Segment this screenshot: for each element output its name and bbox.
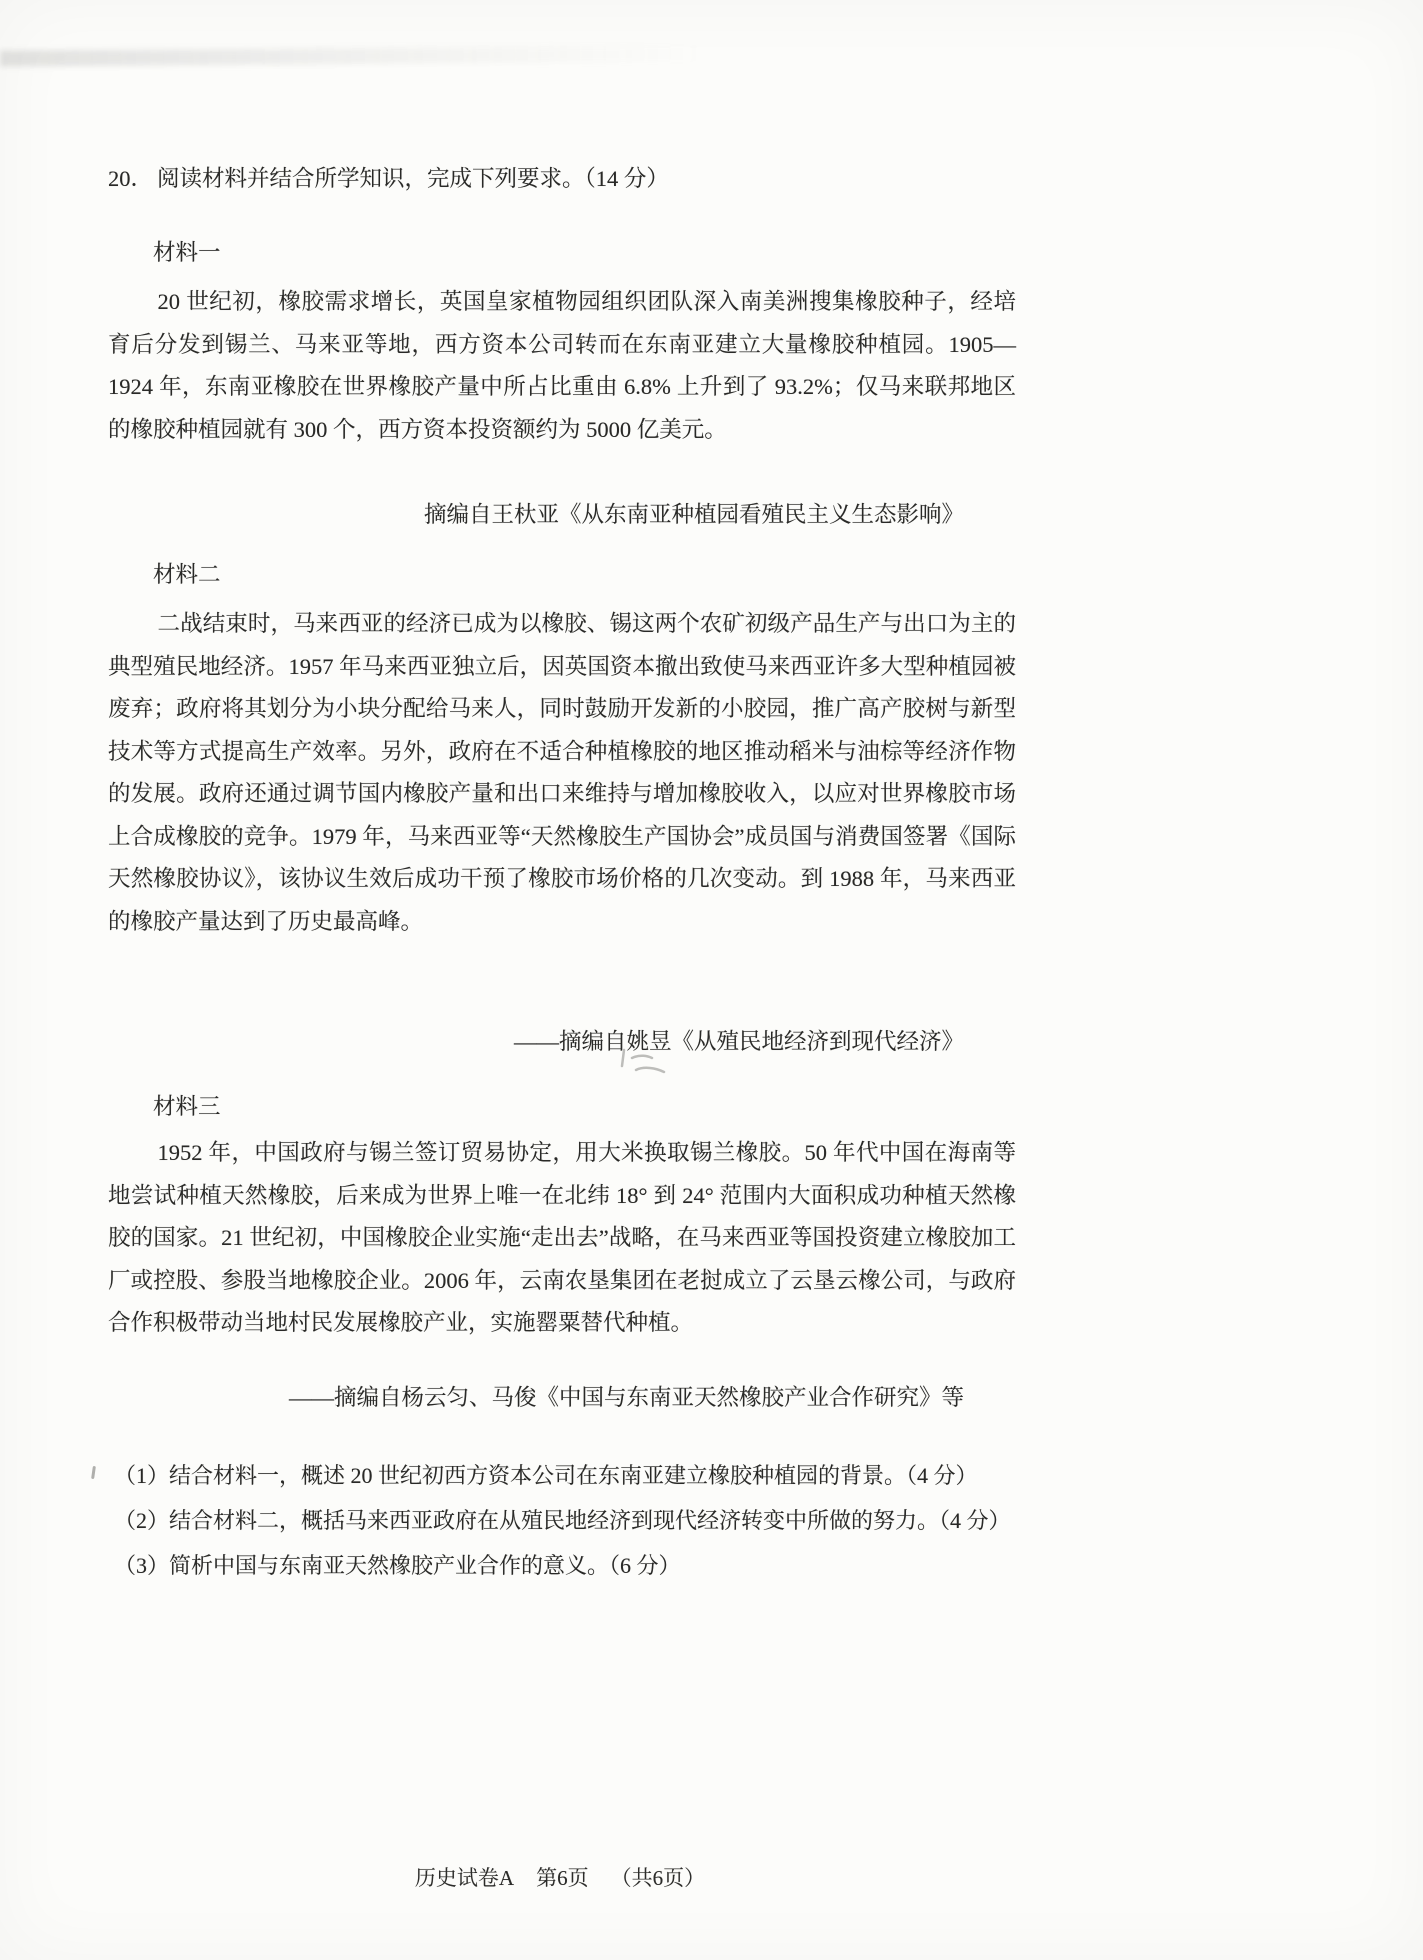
material-1-source: 摘编自王杕亚《从东南亚种植园看殖民主义生态影响》 — [423, 502, 964, 527]
material-2-text: 二战结束时，马来西亚的经济已成为以橡胶、锡这两个农矿初级产品生产与出口为主的典型殖民地经济。1957 年马来西亚独立后，因英国资本撤出致使马来西亚许多大型种植园被废弃；政府将其划分为小块分配给马来人，同时鼓励开发新的小胶园，推广高产胶树与新型技术等方式提高生产效率。另外，政府在不适合种植橡胶的地区推动稻米与油棕等经济作物的发展。政府还通过调节国内橡胶产量和出口来维持与增加橡胶收入，以应对世界橡胶市场上合成橡胶的竞争。1979 年，马来西亚等“天然橡胶生产国协会”成员国与消费国签署《国际天然橡胶协议》，该协议生效后成功干预了橡胶市场价格的几次变动。到 1988 年，马来西亚的橡胶产量达到了历史最高峰。 — [108, 611, 1016, 934]
material-3-source: ——摘编自杨云匀、马俊《中国与东南亚天然橡胶产业合作研究》等 — [288, 1384, 964, 1410]
footer-page-total: （共6页） — [610, 1866, 706, 1890]
material-2 — [108, 554, 1016, 1064]
footer-page-number: 第6页 — [536, 1866, 589, 1890]
question-stem: 阅读材料并结合所学知识，完成下列要求。（14 分） — [157, 166, 669, 191]
subquestion-1: （1）结合材料一，概述 20 世纪初西方资本公司在东南亚建立橡胶种植园的背景。（4 分） — [114, 1463, 978, 1488]
pencil-mark-artifact — [618, 1046, 678, 1082]
margin-tick-artifact — [91, 1466, 96, 1479]
material-3-text: 1952 年，中国政府与锡兰签订贸易协定，用大米换取锡兰橡胶。50 年代中国在海南等地尝试种植天然橡胶，后来成为世界上唯一在北纬 18° 到 24° 范围内大面积成功种植天然橡胶的国家。21 世纪初，中国橡胶企业实施“走出去”战略，在马来西亚等国投资建立橡胶加工厂或控股、参股当地橡胶企业。2006 年，云南农垦集团在老挝成立了云垦云橡公司，与政府合作积极带动当地村民发展橡胶产业，实施罂粟替代种植。 — [108, 1140, 1016, 1335]
material-2-source: ——摘编自姚昱《从殖民地经济到现代经济》 — [513, 1029, 964, 1054]
material-2-label: 材料二 — [153, 561, 221, 587]
scan-streak-artifact — [0, 45, 740, 66]
subquestion-3: （3）简析中国与东南亚天然橡胶产业合作的意义。（6 分） — [114, 1553, 681, 1578]
subquestion-2: （2）结合材料二，概括马来西亚政府在从殖民地经济到现代经济转变中所做的努力。（4 分） — [114, 1508, 1011, 1533]
material-1-label: 材料一 — [153, 239, 221, 265]
page-footer — [60, 1862, 1060, 1892]
question-number: 20． — [108, 166, 154, 191]
material-1 — [108, 232, 1016, 537]
material-3-label: 材料三 — [153, 1093, 221, 1119]
subquestions — [108, 1453, 1016, 1588]
material-1-text: 20 世纪初，橡胶需求增长，英国皇家植物园组织团队深入南美洲搜集橡胶种子，经培育后分发到锡兰、马来亚等地，西方资本公司转而在东南亚建立大量橡胶种植园。1905—1924 年，东南亚橡胶在世界橡胶产量中所占比重由 6.8% 上升到了 93.2%；仅马来联邦地区的橡胶种植园就有 300 个，西方资本投资额约为 5000 亿美元。 — [108, 289, 1016, 442]
question-header — [108, 158, 1016, 201]
material-3 — [108, 1086, 1016, 1420]
exam-content — [108, 158, 1016, 1588]
footer-exam-title: 历史试卷A — [414, 1866, 515, 1890]
